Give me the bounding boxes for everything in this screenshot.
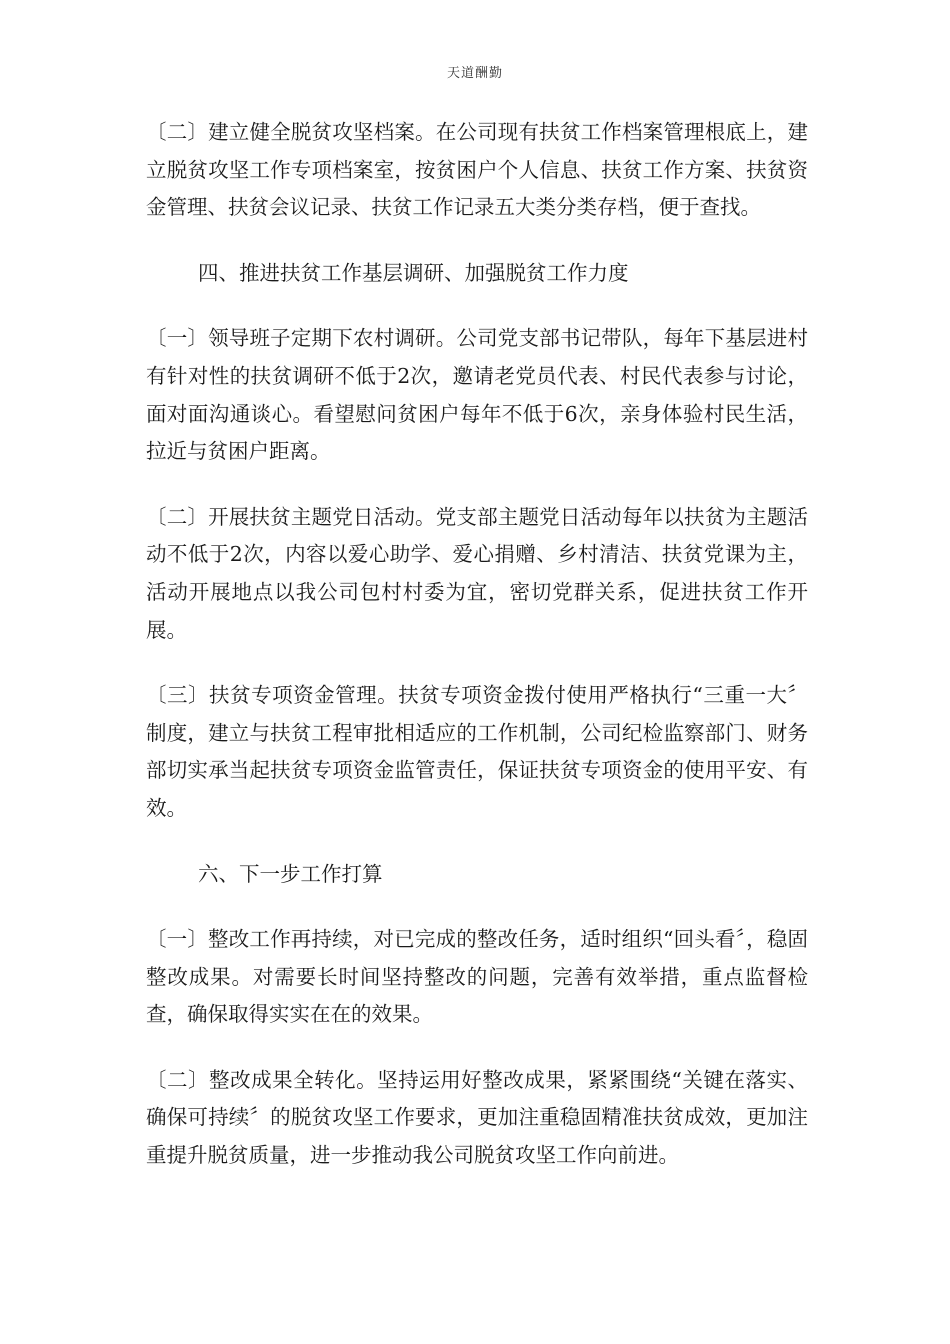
section-heading-four: 四、推进扶贫工作基层调研、加强脱贫工作力度	[198, 260, 629, 285]
paragraph-special-funds: 〔三〕扶贫专项资金管理。扶贫专项资金拨付使用严格执行“三重一大〞制度，建立与扶贫工程审批相适应的工作机制，公司纪检监察部门、财务部切实承当起扶贫专项资金监管责任，保证扶贫专项资金的使用平安、有效。	[146, 683, 808, 820]
paragraph-rectification-results: 〔二〕整改成果全转化。坚持运用好整改成果，紧紧围绕“关键在落实、确保可持续〞的脱贫攻坚工作要求，更加注重稳固精准扶贫成效，更加注重提升脱贫质量，进一步推动我公司脱贫攻坚工作向前进。	[146, 1067, 808, 1168]
paragraph-gap	[146, 893, 808, 921]
paragraph-gap	[146, 227, 808, 255]
section-heading-six: 六、下一步工作打算	[198, 861, 383, 886]
paragraph-gap	[146, 292, 808, 320]
paragraph-gap	[146, 1034, 808, 1062]
document-body	[146, 114, 808, 1175]
paragraph-archive: 〔二〕建立健全脱贫攻坚档案。在公司现有扶贫工作档案管理根底上，建立脱贫攻坚工作专项档案室，按贫困户个人信息、扶贫工作方案、扶贫资金管理、扶贫会议记录、扶贫工作记录五大类分类存档，便于查找。	[146, 120, 808, 220]
page-header: 天道酬勤	[446, 66, 503, 81]
paragraph-rectification-continue: 〔一〕整改工作再持续，对已完成的整改任务，适时组织“回头看〞，稳固整改成果。对需要长时间坚持整改的问题，完善有效举措，重点监督检查，确保取得实实在在的效果。	[146, 927, 808, 1027]
paragraph-party-day: 〔二〕开展扶贫主题党日活动。党支部主题党日活动每年以扶贫为主题活动不低于2次，内容以爱心助学、爱心捐赠、乡村清洁、扶贫党课为主，活动开展地点以我公司包村村委为宜，密切党群关系，促进扶贫工作开展。	[146, 504, 808, 642]
paragraph-leadership-research: 〔一〕领导班子定期下农村调研。公司党支部书记带队，每年下基层进村有针对性的扶贫调研不低于2次，邀请老党员代表、村民代表参与讨论，面对面沟通谈心。看望慰问贫困户每年不低于6次，亲身体验村民生活，拉近与贫困户距离。	[146, 326, 808, 464]
paragraph-gap	[146, 649, 808, 677]
paragraph-gap	[146, 471, 808, 499]
paragraph-gap	[146, 828, 808, 856]
